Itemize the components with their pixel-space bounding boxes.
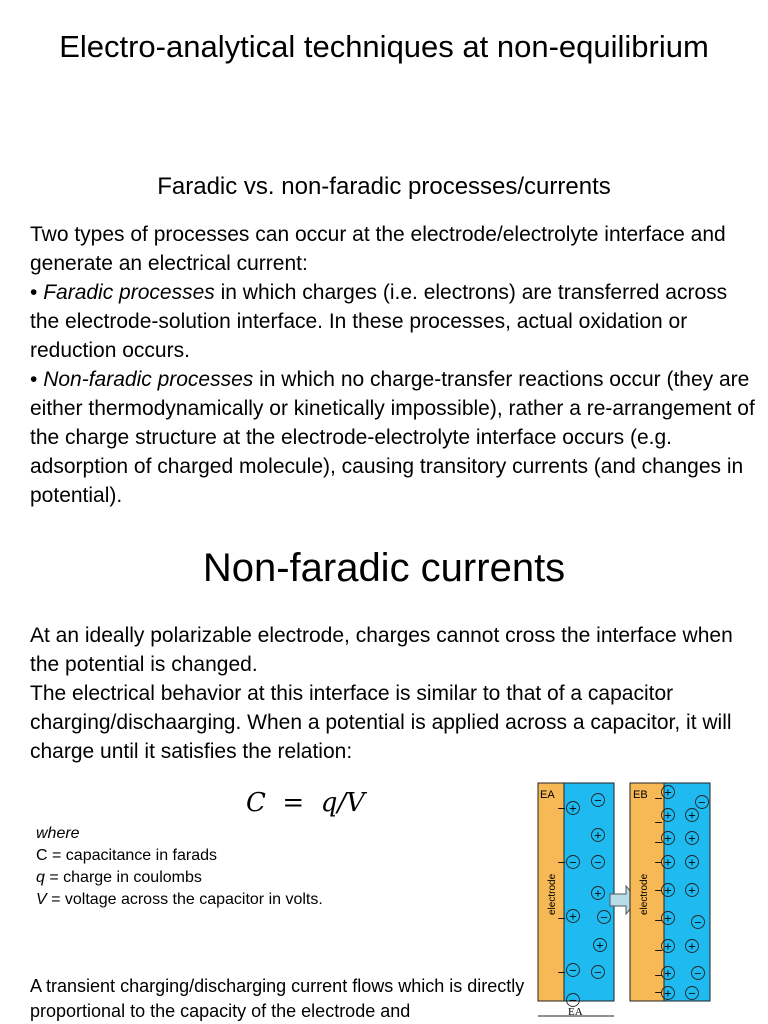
surface-minus-left-1: −: [557, 856, 567, 869]
def-c-text: = capacitance in farads: [47, 847, 217, 864]
ion-right-16: −: [687, 988, 697, 1000]
ion-right-2: +: [687, 810, 697, 822]
surface-minus-right-6: −: [654, 944, 664, 957]
ion-left-9: +: [595, 940, 605, 952]
ion-left-1: −: [593, 795, 603, 807]
ion-right-7: +: [663, 885, 673, 897]
ion-left-2: −: [568, 857, 578, 869]
ion-right-17: −: [697, 797, 707, 809]
non-faradic-heading: Non-faradic currents: [202, 546, 566, 590]
surface-minus-right-0: −: [654, 792, 664, 805]
label-ea-bottom: EA: [568, 1006, 583, 1018]
para2-text-4: . When a potential is applied across a capacitor, it will charge until it satisfies the relation:: [30, 711, 732, 763]
surface-minus-right-2: −: [654, 836, 664, 849]
label-eb-right: EB: [633, 789, 648, 801]
surface-minus-right-3: −: [654, 856, 664, 869]
capacitor-term: capacitor charging/dischaarging: [30, 682, 674, 734]
para2-text-2: , charges cannot cross the interface when the potential is changed.: [30, 624, 733, 676]
ion-left-0: +: [568, 803, 578, 815]
surface-minus-left-2: −: [557, 912, 567, 925]
section-subtitle: Faradic vs. non-faradic processes/currents: [157, 173, 611, 200]
non-faradic-term: Non-faradic processes: [43, 368, 254, 391]
surface-minus-left-0: −: [557, 802, 567, 815]
ion-right-13: +: [663, 968, 673, 980]
surface-minus-right-8: −: [654, 986, 664, 999]
surface-minus-right-4: −: [654, 884, 664, 897]
current-word: current: [291, 976, 348, 996]
ion-right-8: +: [687, 885, 697, 897]
faradic-term: Faradic processes: [43, 281, 215, 304]
ideally-polarizable-term: ideally polarizable electrode: [84, 624, 345, 647]
non-faradic-description: in which no charge-transfer reactions occur (they are either thermodynamically or kinetically impossible), rather a re-arrangement of the charge structure at the electrode-electrolyte interface occurs (e.g. adsorption of charged molecule), causing transitory currents (and changes in potential).: [30, 368, 755, 507]
electrode-label-right: electrode: [639, 873, 650, 915]
surface-minus-right-5: −: [654, 914, 664, 927]
double-layer-diagram: [530, 780, 720, 1024]
surface-minus-left-3: −: [557, 966, 567, 979]
ion-left-3: +: [593, 830, 603, 842]
ion-right-12: +: [687, 941, 697, 953]
para2-text-1: At an: [30, 624, 85, 647]
ion-right-10: −: [693, 917, 703, 929]
ion-left-11: −: [593, 967, 603, 979]
def-v-text: = voltage across the capacitor in volts.: [46, 891, 323, 908]
where-label: where: [36, 825, 80, 842]
ion-left-6: +: [593, 888, 603, 900]
ion-right-4: +: [687, 833, 697, 845]
electrode-label-left: electrode: [547, 873, 558, 915]
ion-left-7: −: [568, 965, 578, 977]
ion-right-0: +: [663, 787, 673, 799]
ion-left-10: −: [568, 995, 578, 1007]
ion-right-1: +: [663, 810, 673, 822]
label-ea-left: EA: [540, 789, 555, 801]
ion-right-9: +: [663, 913, 673, 925]
transient-word: transient: [46, 976, 116, 996]
bottom-text-1: A: [30, 976, 47, 996]
def-c-symbol: C: [36, 847, 48, 864]
bottom-text-3: flows which is directly proportional to the capacity of the electrode and: [30, 976, 525, 1021]
ion-right-15: +: [663, 988, 673, 1000]
bottom-text-2: charging/discharging: [115, 976, 292, 996]
ion-right-11: +: [663, 941, 673, 953]
ion-right-5: +: [663, 857, 673, 869]
surface-minus-right-7: −: [654, 969, 664, 982]
ion-right-6: +: [687, 857, 697, 869]
surface-minus-right-1: −: [654, 816, 664, 829]
def-q-text: = charge in coulombs: [44, 869, 202, 886]
ion-left-5: −: [593, 857, 603, 869]
intro-paragraph: Two types of processes can occur at the electrode/electrolyte interface and generate an electrical current: • Faradic processes in which charges (i.e. electrons) are transferred across the electrode-solution interface. In these processes, actual oxidation or reduction occurs. • Non-faradic processes in which no charge-transfer reactions occur (they are either thermodynamically or kinetically impossible), rather a re-arrangement of the charge structure at the electrode-electrolyte interface occurs (e.g. adsorption of charged molecule), causing transitory currents (and changes in potential).: [30, 223, 755, 507]
para2-text-3: The electrical behavior at this interface is similar to that of a: [30, 682, 588, 705]
transient-current-paragraph: [30, 974, 530, 1024]
ion-left-4: +: [568, 911, 578, 923]
ion-right-14: −: [693, 968, 703, 980]
intro-text: Two types of processes can occur at the electrode/electrolyte interface and generate an electrical current:: [30, 223, 726, 275]
def-v-symbol: V: [36, 891, 47, 908]
capacitor-paragraph: [30, 621, 750, 766]
page-title: Electro-analytical techniques at non-equilibrium: [59, 29, 709, 64]
faradic-description: in which charges (i.e. electrons) are transferred across the electrode-solution interface. In these processes, actual oxidation or reduction occurs.: [30, 281, 728, 362]
formula-definitions: [36, 823, 323, 911]
ion-right-3: +: [663, 833, 673, 845]
def-q-symbol: q: [36, 869, 45, 886]
capacitance-formula: C = q/V: [246, 788, 365, 818]
ion-left-8: −: [599, 912, 609, 924]
